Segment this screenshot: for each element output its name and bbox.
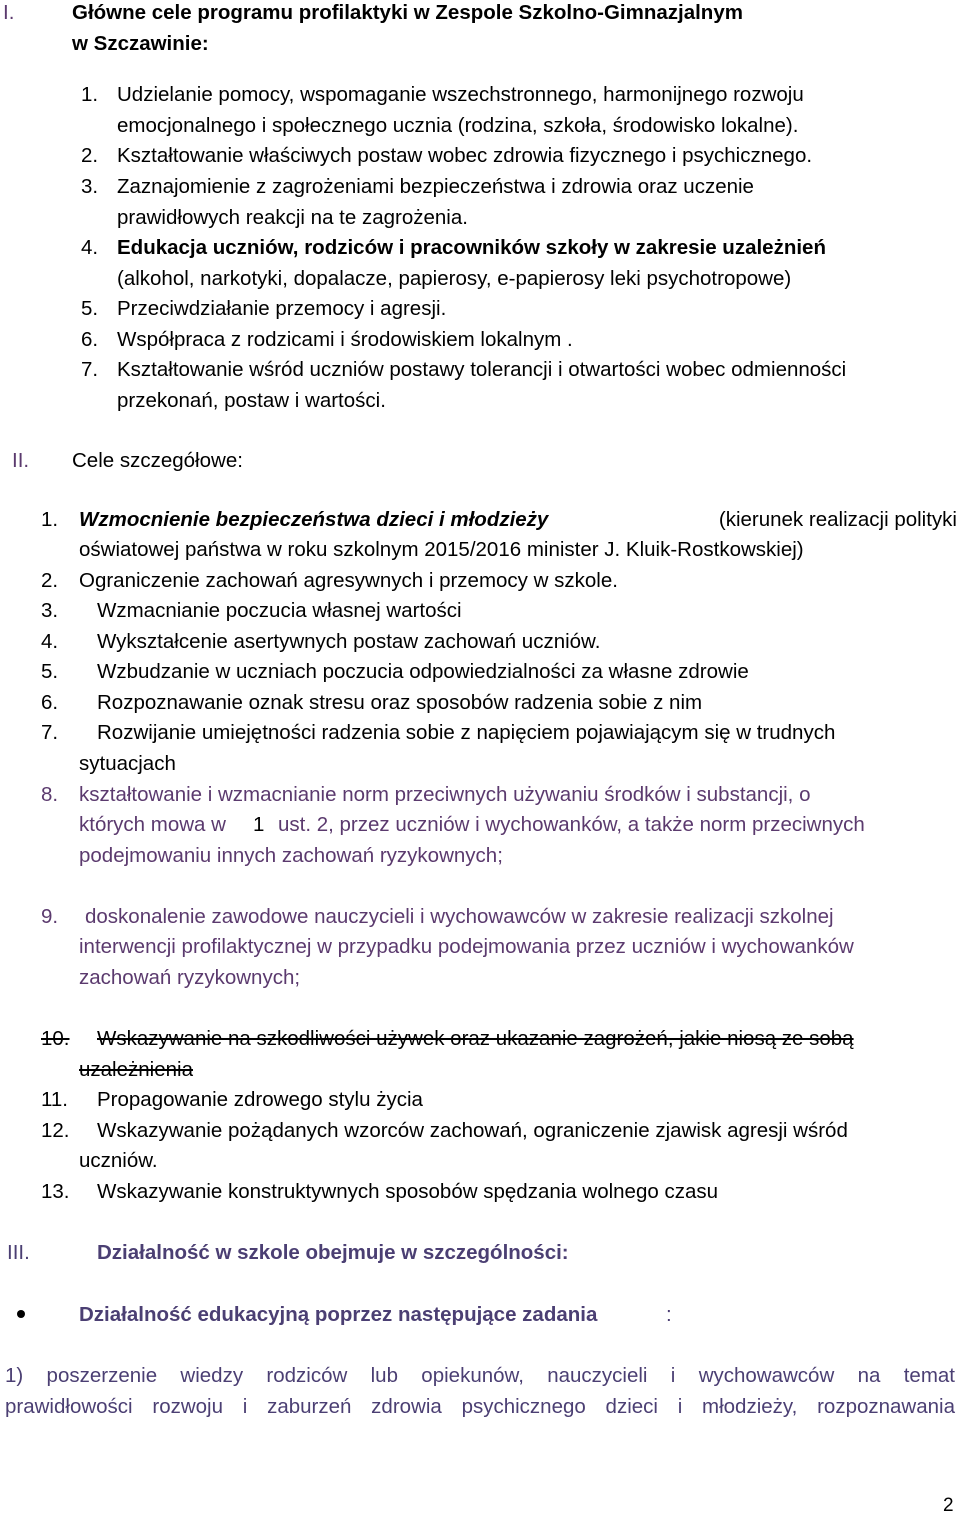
section-3-numeral: III. bbox=[7, 1241, 30, 1264]
s2-item-12-line1: Wskazywanie pożądanych wzorców zachowań, ograniczenie zjawisk agresji wśród bbox=[97, 1119, 848, 1142]
section-2-numeral: II. bbox=[12, 449, 30, 472]
section-3-heading: Działalność w szkole obejmuje w szczególności: bbox=[97, 1241, 569, 1264]
s2-item-1-emphasis: Wzmocnienie bezpieczeństwa dzieci i młodzieży bbox=[79, 508, 549, 531]
s1-item-5-line1: Przeciwdziałanie przemocy i agresji. bbox=[117, 297, 447, 320]
s2-item-8-line2a: których mowa w bbox=[79, 813, 226, 836]
s2-item-8-line2c: ust. 2, przez uczniów i wychowanków, a także norm przeciwnych bbox=[278, 813, 865, 836]
s2-item-1-line2: oświatowej państwa w roku szkolnym 2015/2016 minister J. Kluik-Rostkowskiej) bbox=[79, 538, 804, 561]
s2-item-4-text: Wykształcenie asertywnych postaw zachowań uczniów. bbox=[97, 630, 601, 653]
s1-item-1-line2: emocjonalnego i społecznego ucznia (rodzina, szkoła, środowisko lokalne). bbox=[117, 114, 799, 137]
s1-item-5-num: 5. bbox=[81, 297, 99, 320]
s2-item-6-text: Rozpoznawanie oznak stresu oraz sposobów radzenia sobie z nim bbox=[97, 691, 703, 714]
s2-item-4-num: 4. bbox=[41, 630, 59, 653]
s1-item-6-line1: Współpraca z rodzicami i środowiskiem lokalnym . bbox=[117, 328, 573, 351]
s1-item-4-num: 4. bbox=[81, 236, 99, 259]
s2-item-11-num: 11. bbox=[41, 1088, 68, 1111]
s2-item-7-num: 7. bbox=[41, 721, 59, 744]
s1-item-3-line1: Zaznajomienie z zagrożeniami bezpieczeństwa i zdrowia oraz uczenie bbox=[117, 175, 754, 198]
section-3-para-line1: 1) poszerzenie wiedzy rodziców lub opiekunów, nauczycieli i wychowawców na temat bbox=[5, 1364, 955, 1387]
s2-item-2-text: Ograniczenie zachowań agresywnych i przemocy w szkole. bbox=[79, 569, 618, 592]
s1-item-2-num: 2. bbox=[81, 144, 99, 167]
s1-item-3-num: 3. bbox=[81, 175, 99, 198]
s1-item-4-line1: Edukacja uczniów, rodziców i pracowników szkoły w zakresie uzależnień bbox=[117, 236, 826, 259]
s2-item-10-line1: Wskazywanie na szkodliwości używek oraz ukazanie zagrożeń, jakie niosą ze sobą bbox=[97, 1027, 854, 1050]
s2-item-10-line2: uzależnienia bbox=[79, 1058, 193, 1081]
s2-item-9-line2: interwencji profilaktycznej w przypadku podejmowania przez uczniów i wychowanków bbox=[79, 935, 854, 958]
s2-item-8-num: 8. bbox=[41, 783, 59, 806]
s2-item-3-num: 3. bbox=[41, 599, 59, 622]
s2-item-9-line1: doskonalenie zawodowe nauczycieli i wychowawców w zakresie realizacji szkolnej bbox=[85, 905, 834, 928]
s2-item-13-text: Wskazywanie konstruktywnych sposobów spędzania wolnego czasu bbox=[97, 1180, 719, 1203]
s2-item-12-line2: uczniów. bbox=[79, 1149, 158, 1172]
s2-item-7-continuation: sytuacjach bbox=[79, 752, 176, 775]
s1-item-3-line2: prawidłowych reakcji na te zagrożenia. bbox=[117, 206, 468, 229]
s1-item-6-num: 6. bbox=[81, 328, 99, 351]
s2-item-3-text: Wzmacnianie poczucia własnej wartości bbox=[97, 599, 462, 622]
s2-item-8-line3: podejmowaniu innych zachowań ryzykownych; bbox=[79, 844, 503, 867]
s2-item-9-line3: zachowań ryzykownych; bbox=[79, 966, 301, 989]
section-3-para-line2: prawidłowości rozwoju i zaburzeń zdrowia psychicznego dzieci i młodzieży, rozpoznawania bbox=[5, 1395, 955, 1418]
section-3-bullet-text: Działalność edukacyjną poprzez następujące zadania bbox=[79, 1303, 598, 1326]
section-1-heading-line2: w Szczawinie: bbox=[72, 32, 209, 55]
s2-item-1-line1 bbox=[79, 510, 957, 531]
page-number: 2 bbox=[943, 1495, 954, 1516]
s2-item-9-num: 9. bbox=[41, 905, 59, 928]
section-2-heading: Cele szczegółowe: bbox=[72, 449, 243, 472]
s2-item-5-num: 5. bbox=[41, 660, 59, 683]
s2-item-11-text: Propagowanie zdrowego stylu życia bbox=[97, 1088, 423, 1111]
s2-item-5-text: Wzbudzanie w uczniach poczucia odpowiedzialności za własne zdrowie bbox=[97, 660, 749, 683]
section-1-heading-line1: Główne cele programu profilaktyki w Zespole Szkolno-Gimnazjalnym bbox=[72, 1, 743, 24]
s1-item-4-line2: (alkohol, narkotyki, dopalacze, papierosy, e-papierosy leki psychotropowe) bbox=[117, 267, 792, 290]
s1-item-2-line1: Kształtowanie właściwych postaw wobec zdrowia fizycznego i psychicznego. bbox=[117, 144, 813, 167]
s2-item-8-line1: kształtowanie i wzmacnianie norm przeciwnych używaniu środków i substancji, o bbox=[79, 783, 811, 806]
s1-item-1-num: 1. bbox=[81, 83, 99, 106]
s2-item-12-num: 12. bbox=[41, 1119, 70, 1142]
section-3-bullet-colon: : bbox=[666, 1303, 672, 1326]
s1-item-7-line1: Kształtowanie wśród uczniów postawy tolerancji i otwartości wobec odmienności bbox=[117, 358, 847, 381]
s2-item-6-num: 6. bbox=[41, 691, 59, 714]
s1-item-7-num: 7. bbox=[81, 358, 99, 381]
s2-item-13-num: 13. bbox=[41, 1180, 70, 1203]
s2-item-1-rest: (kierunek realizacji polityki bbox=[718, 508, 957, 531]
s2-item-10-num: 10. bbox=[41, 1027, 70, 1050]
section-1-numeral: I. bbox=[3, 1, 15, 24]
s1-item-7-line2: przekonań, postaw i wartości. bbox=[117, 389, 386, 412]
s2-item-2-num: 2. bbox=[41, 569, 59, 592]
s2-item-8-line2b: 1 bbox=[253, 813, 265, 836]
s2-item-7-text: Rozwijanie umiejętności radzenia sobie z napięciem pojawiającym się w trudnych bbox=[97, 721, 836, 744]
s2-item-1-num: 1. bbox=[41, 508, 59, 531]
bullet-dot-icon bbox=[17, 1310, 25, 1318]
s1-item-1-line1: Udzielanie pomocy, wspomaganie wszechstronnego, harmonijnego rozwoju bbox=[117, 83, 804, 106]
